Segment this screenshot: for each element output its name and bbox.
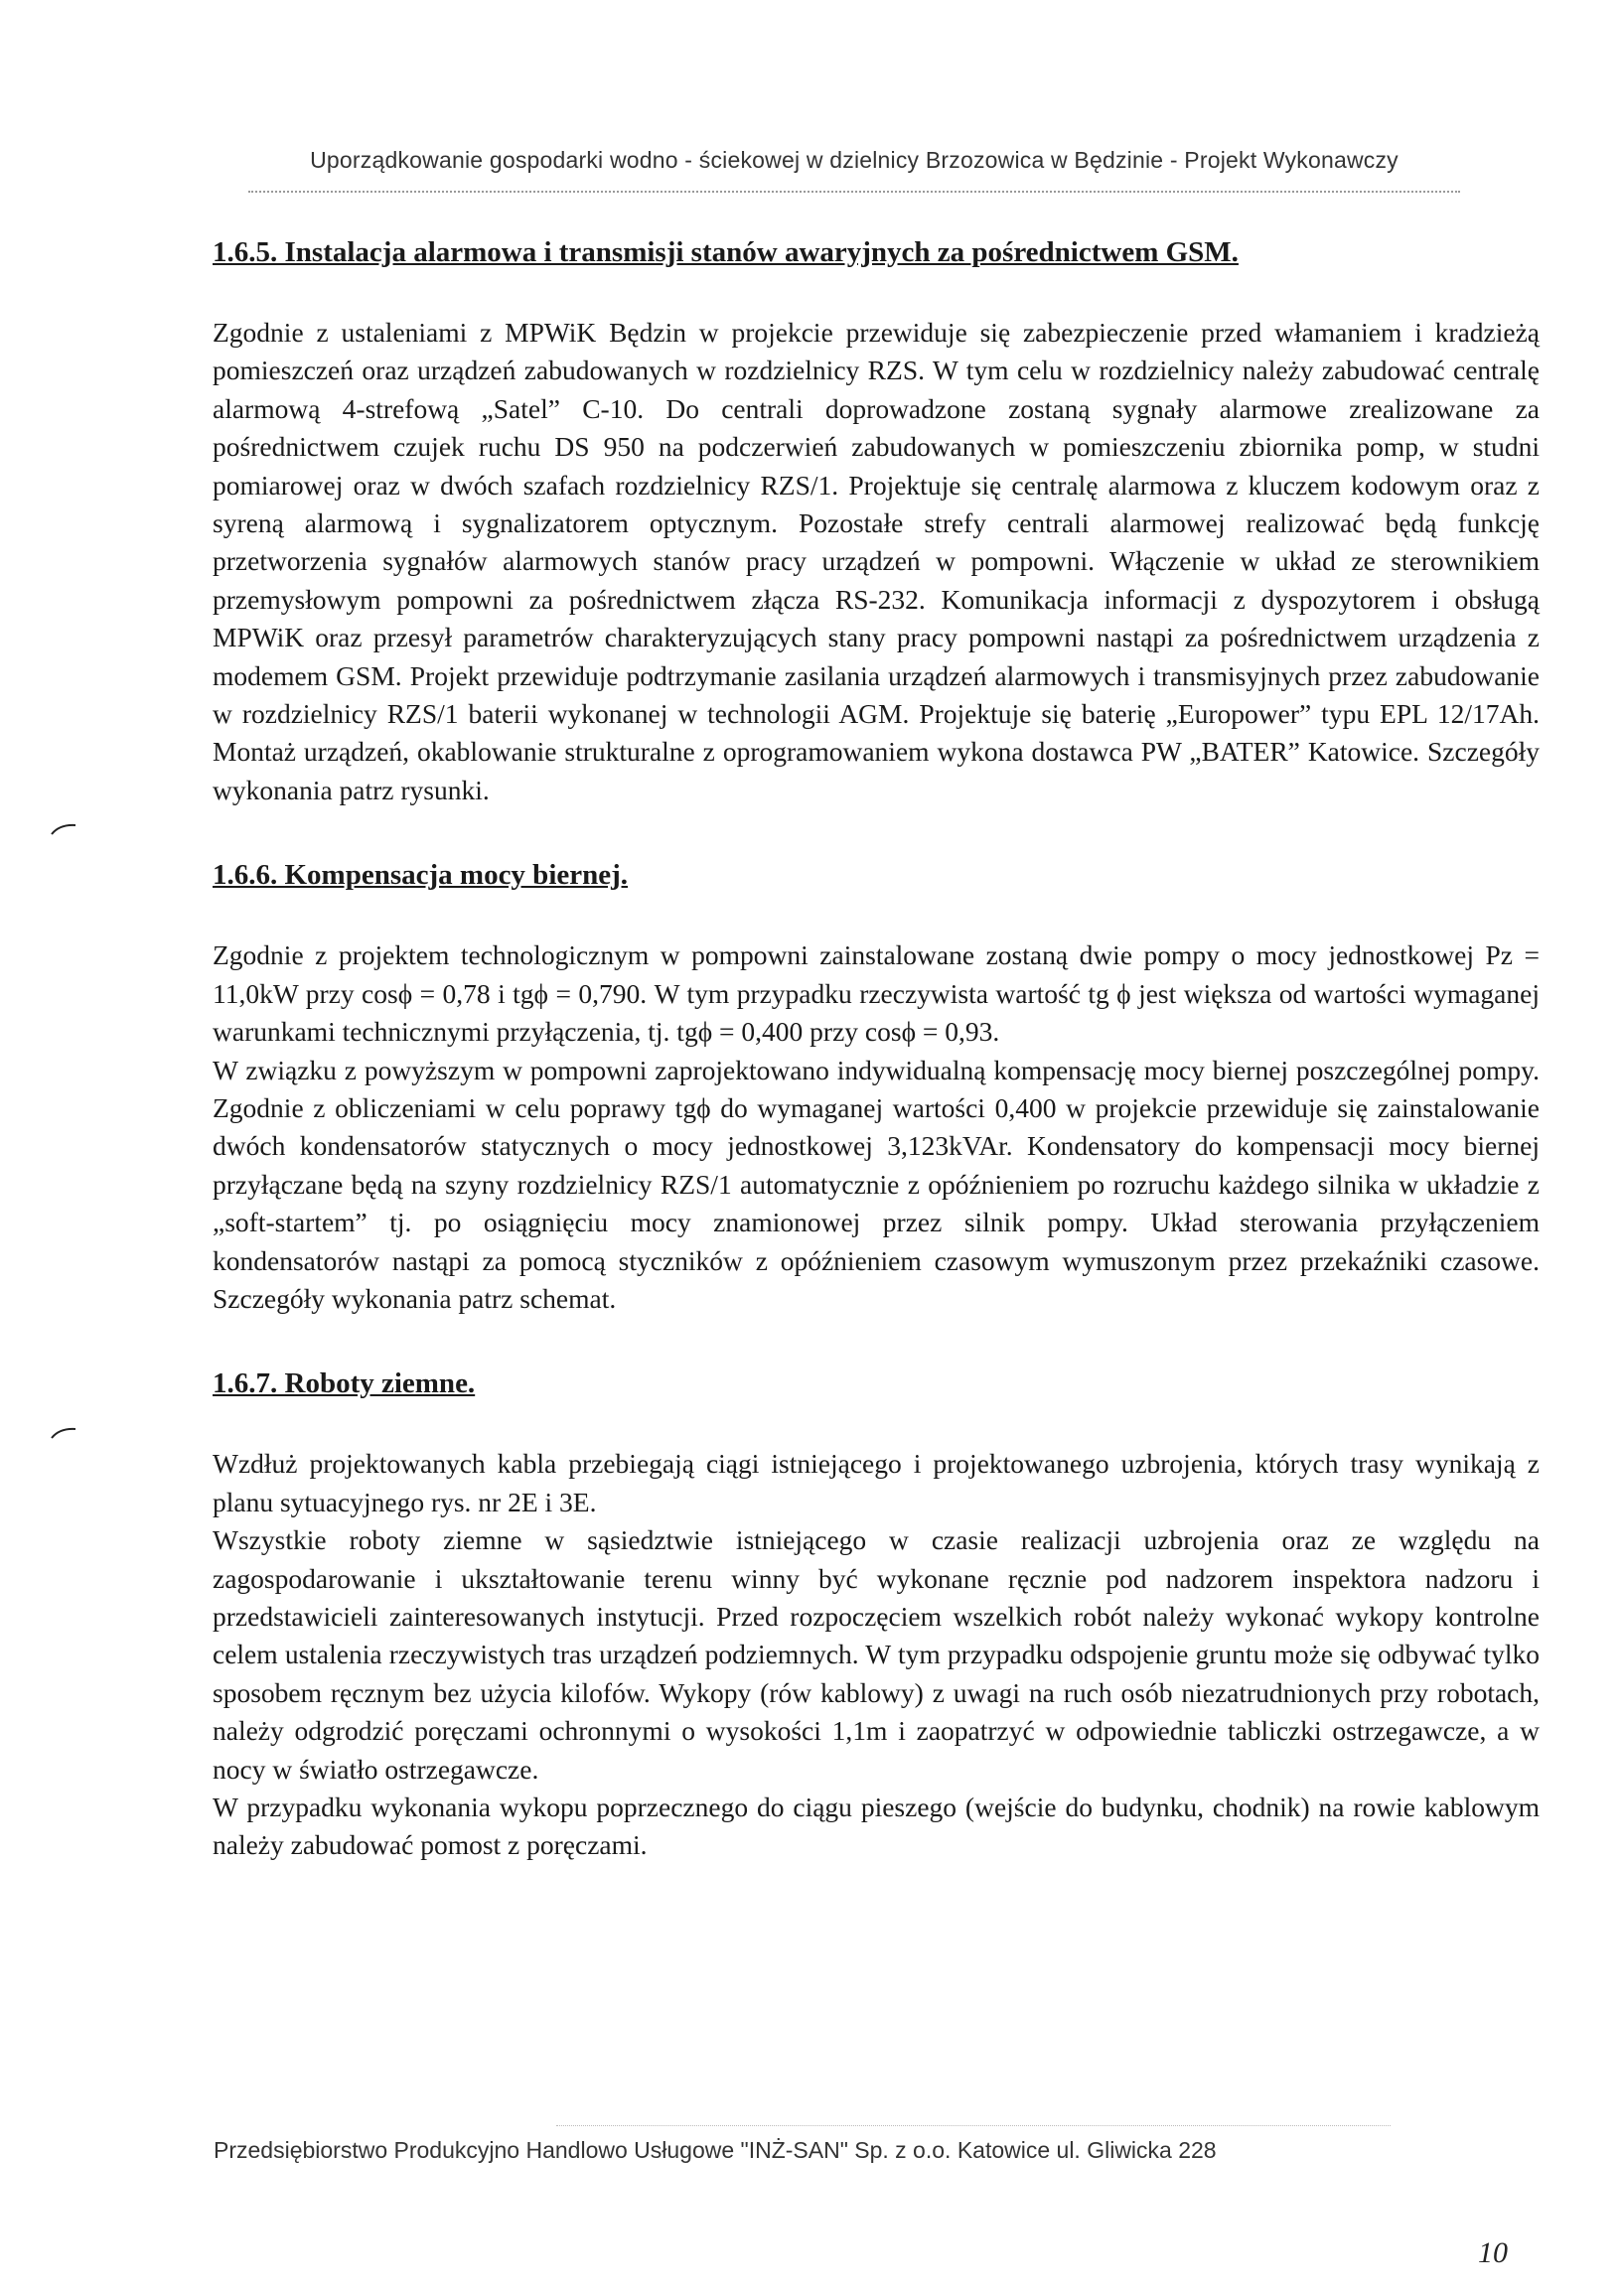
section-heading: 1.6.7. Roboty ziemne. xyxy=(213,1367,476,1400)
paragraph: Zgodnie z ustaleniami z MPWiK Będzin w projekcie przewiduje się zabezpieczenie przed włamaniem i kradzieżą pomieszczeń oraz urządzeń zabudowanych w rozdzielnicy RZS. W tym celu w rozdzielnicy należy zabudować centralę alarmową 4-strefową „Satel” C-10. Do centrali doprowadzone zostaną sygnały alarmowe zrealizowane za pośrednictwem czujek ruchu DS 950 na podczerwień zabudowanych w pomieszczeniu zbiornika pomp, w studni pomiarowej oraz w dwóch szafach rozdzielnicy RZS/1. Projektuje się centralę alarmowa z kluczem kodowym oraz z syreną alarmową i sygnalizatorem optycznym. Pozostałe strefy centrali alarmowej realizować będą funkcję przetworzenia sygnałów alarmowych stanów pracy urządzeń w pompowni. Włączenie w układ ze sterownikiem przemysłowym pompowni za pośrednictwem złącza RS-232. Komunikacja informacji z dyspozytorem i obsługą MPWiK oraz przesył parametrów charakteryzujących stany pracy pompowni nastąpi za pośrednictwem urządzenia z modemem GSM. Projekt przewiduje podtrzymanie zasilania urządzeń alarmowych i transmisyjnych przez zabudowanie w rozdzielnicy RZS/1 baterii wykonanej w technologii AGM. Projektuje się baterię „Europower” typu EPL 12/17Ah. Montaż urządzeń, okablowanie strukturalne z oprogramowaniem wykona dostawca PW „BATER” Katowice. Szczegóły wykonania patrz rysunki. xyxy=(213,317,1540,805)
paragraph: Zgodnie z projektem technologicznym w pompowni zainstalowane zostaną dwie pompy o mocy jednostkowej Pz = 11,0kW przy cosϕ = 0,78 i tgϕ = 0,790. W tym przypadku rzeczywista wartość tg ϕ jest większa od wartości wymaganej warunkami technicznymi przyłączenia, tj. tgϕ = 0,400 przy cosϕ = 0,93. xyxy=(213,939,1540,1048)
margin-tick-mark xyxy=(50,822,77,836)
page-header: Uporządkowanie gospodarki wodno - ściekowej w dzielnicy Brzozowica w Będzinie - Projekt Wykonawczy xyxy=(310,147,1399,173)
page-number: 10 xyxy=(1478,2236,1508,2269)
section-1-6-7 xyxy=(213,1365,1540,1864)
paragraph: W związku z powyższym w pompowni zaprojektowano indywidualną kompensację mocy biernej poszczególnej pompy. Zgodnie z obliczeniami w celu poprawy tgϕ do wymaganej wartości 0,400 w projekcie przewiduje się zainstalowanie dwóch kondensatorów statycznych o mocy jednostkowej 3,123kVAr. Kondensatory do kompensacji mocy biernej przyłączane będą na szyny rozdzielnicy RZS/1 automatycznie z opóźnieniem po rozruchu każdego silnika w układzie z „soft-startem” tj. po osiągnięciu mocy znamionowej przez silnik pompy. Układ sterowania przyłączeniem kondensatorów nastąpi za pomocą styczników z opóźnieniem czasowym wymuszonym przez przekaźniki czasowe. Szczegóły wykonania patrz schemat. xyxy=(213,1054,1540,1314)
section-1-6-6 xyxy=(213,857,1540,1318)
margin-tick-mark xyxy=(50,1426,77,1440)
footer-rule xyxy=(556,2125,1391,2126)
document-body xyxy=(213,234,1540,1865)
paragraph: W przypadku wykonania wykopu poprzecznego do ciągu pieszego (wejście do budynku, chodnik) na rowie kablowym należy zabudować pomost z poręczami. xyxy=(213,1792,1540,1861)
header-rule xyxy=(248,191,1460,193)
paragraph: Wzdłuż projektowanych kabla przebiegają ciągi istniejącego i projektowanego uzbrojenia, których trasy wynikają z planu sytuacyjnego rys. nr 2E i 3E. xyxy=(213,1448,1540,1517)
section-heading: 1.6.5. Instalacja alarmowa i transmisji stanów awaryjnych za pośrednictwem GSM. xyxy=(213,236,1239,268)
section-1-6-5 xyxy=(213,234,1540,809)
paragraph: Wszystkie roboty ziemne w sąsiedztwie istniejącego w czasie realizacji uzbrojenia oraz ze względu na zagospodarowanie i ukształtowanie terenu winny być wykonane ręcznie pod nadzorem inspektora nadzoru i przedstawicieli zainteresowanych instytucji. Przed rozpoczęciem wszelkich robót należy wykonać wykopy kontrolne celem ustalenia rzeczywistych tras urządzeń podziemnych. W tym przypadku odspojenie gruntu może się odbywać tylko sposobem ręcznym bez użycia kilofów. Wykopy (rów kablowy) z uwagi na ruch osób niezatrudnionych przy robotach, należy odgrodzić poręczami ochronnymi o wysokości 1,1m i zaopatrzyć w odpowiednie tabliczki ostrzegawcze, a w nocy w światło ostrzegawcze. xyxy=(213,1524,1540,1785)
section-heading: 1.6.6. Kompensacja mocy biernej. xyxy=(213,859,629,892)
page-footer: Przedsiębiorstwo Produkcyjno Handlowo Usługowe "INŻ-SAN" Sp. z o.o. Katowice ul. Gliwicka 228 xyxy=(214,2137,1217,2163)
